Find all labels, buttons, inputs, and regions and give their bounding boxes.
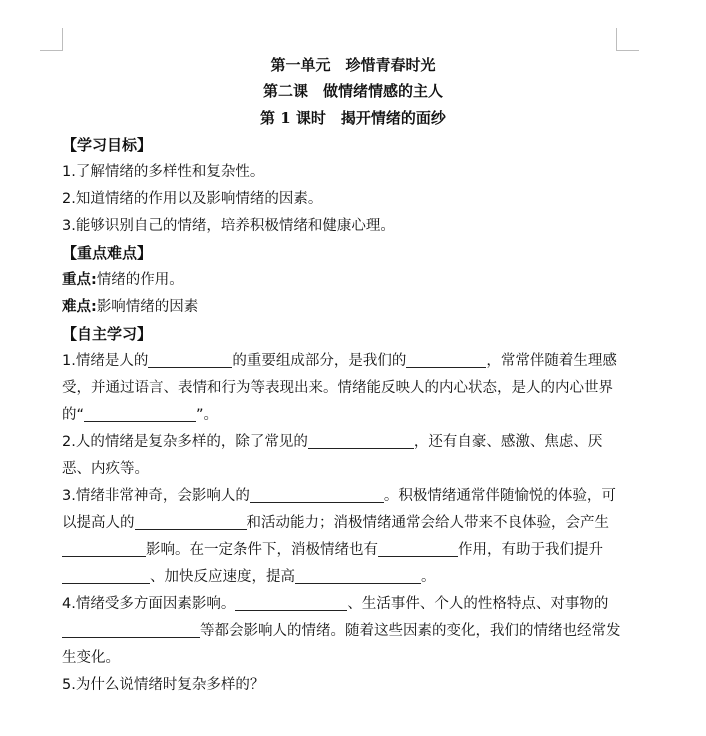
q3-text-d: 影响。在一定条件下，消极情绪也有 [146, 542, 378, 558]
fill-blank [84, 405, 196, 422]
hard-point [62, 294, 622, 321]
q3-text-c: 和活动能力；消极情绪通常会给人带来不良体验，会产生 [246, 515, 609, 531]
fill-blank [62, 540, 146, 557]
goal-item-3: 3.能够识别自己的情绪，培养积极情绪和健康心理。 [62, 218, 395, 234]
crop-mark-top-right [616, 28, 639, 51]
fill-blank [250, 486, 384, 503]
q4-text-b: 、生活事件、个人的性格特点、对事物的 [347, 596, 609, 612]
q2-text-b: ，还有自豪、感激、焦虑、厌恶、内疚等。 [62, 434, 603, 477]
unit-title: 第一单元 珍惜青春时光 [270, 56, 436, 74]
fill-blank [148, 351, 232, 368]
q3-text-b: 。积极情绪通常伴随愉悦的体验，可以提高人的 [62, 488, 616, 531]
fill-blank [295, 567, 421, 584]
q2-text-a: 2.人的情绪是复杂多样的，除了常见的 [62, 434, 308, 450]
q4-text-c: 等都会影响人的情绪。随着这些因素的变化，我们的情绪也经常发生变化。 [62, 623, 621, 666]
fill-blank [378, 540, 458, 557]
fill-blank [62, 621, 200, 638]
fill-blank [135, 513, 247, 530]
key-point-label: 重点: [62, 272, 97, 288]
q3-text-a: 3.情绪非常神奇，会影响人的 [62, 488, 250, 504]
fill-blank [406, 351, 486, 368]
goal-item-2: 2.知道情绪的作用以及影响情绪的因素。 [62, 191, 323, 207]
question-1 [62, 348, 622, 429]
crop-mark-top-left [40, 28, 63, 51]
question-3 [62, 483, 622, 591]
hard-point-text: 影响情绪的因素 [96, 299, 199, 315]
q1-text-d: ”。 [196, 407, 219, 423]
q3-text-g: 。 [421, 569, 436, 585]
question-4 [62, 591, 622, 672]
question-2 [62, 429, 622, 483]
goals-heading: 【学习目标】 [62, 136, 153, 154]
q3-text-e: 作用，有助于我们提升 [458, 542, 603, 558]
hard-point-label: 难点: [62, 299, 97, 315]
fill-blank [235, 594, 347, 611]
goal-item-1: 1.了解情绪的多样性和复杂性。 [62, 164, 265, 180]
question-5: 5.为什么说情绪时复杂多样的？ [62, 677, 265, 693]
q3-text-f: 、加快反应速度，提高 [150, 569, 295, 585]
fill-blank [62, 567, 150, 584]
fill-blank [308, 432, 414, 449]
q1-text-a: 1.情绪是人的 [62, 353, 149, 369]
period-title: 第 1 课时 揭开情绪的面纱 [260, 109, 446, 127]
lesson-title: 第二课 做情绪情感的主人 [262, 82, 443, 100]
study-heading: 【自主学习】 [62, 325, 153, 343]
q1-text-b: 的重要组成部分，是我们的 [232, 353, 407, 369]
q1-text-c: ，常常伴随着生理感受，并通过语言、表情和行为等表现出来。情绪能反映人的内心状态，是人的内心世界的“ [62, 353, 617, 423]
keypoints-heading: 【重点难点】 [62, 244, 153, 262]
q4-text-a: 4.情绪受多方面因素影响。 [62, 596, 236, 612]
key-point-text: 情绪的作用。 [96, 272, 184, 288]
key-point [62, 267, 622, 294]
document-body [62, 132, 622, 699]
